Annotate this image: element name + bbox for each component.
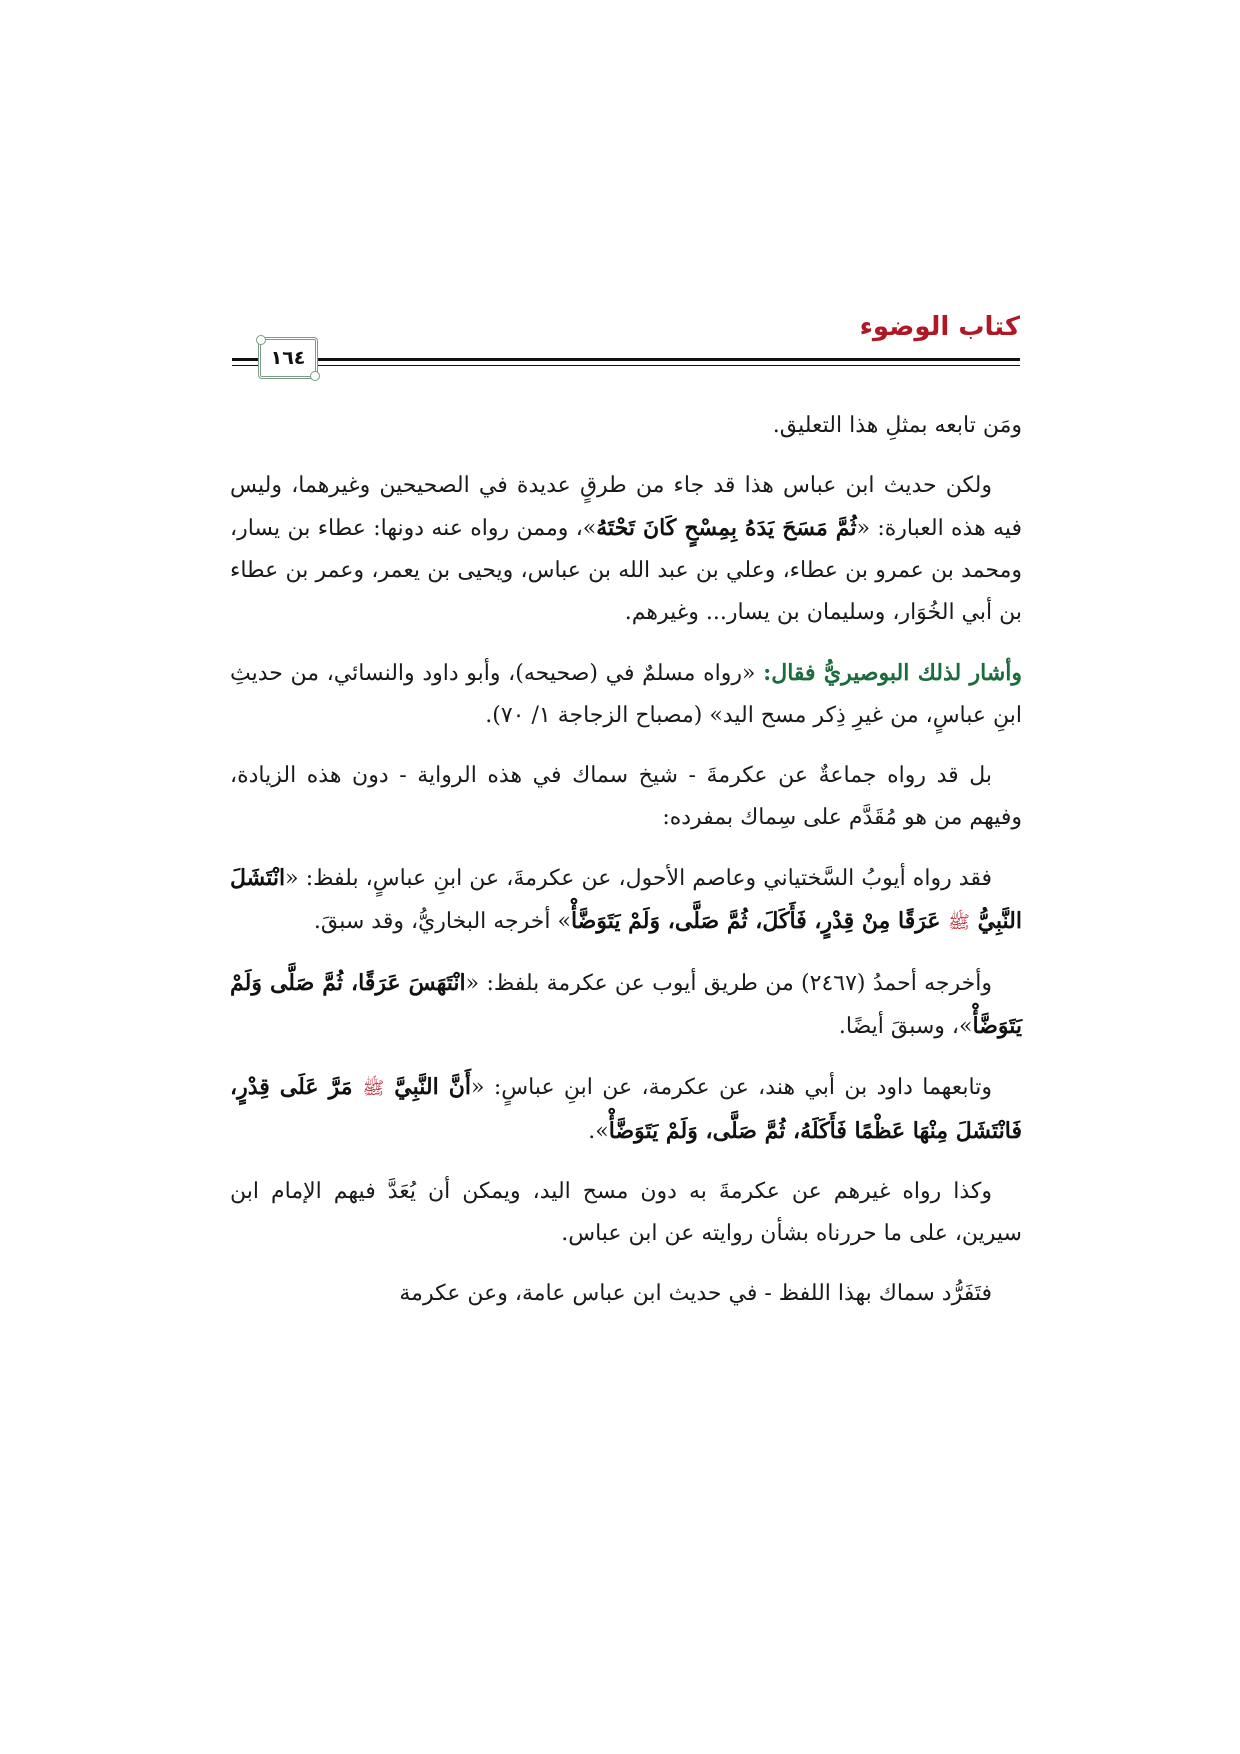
paragraph-7: [230, 1066, 1022, 1153]
paragraph-text: بل قد رواه جماعةٌ عن عكرمةَ - شيخ سماك في هذه الرواية - دون هذه الزيادة، وفيهم من هو مُقَدَّم على سِماك بمفرده:: [230, 763, 1022, 830]
hadith-quote: أَنَّ النَّبِيَّ: [384, 1074, 472, 1100]
paragraph-text: ولكن حديث ابن عباس هذا قد جاء من طرقٍ عديدة في الصحيحين وغيرهما، وليس فيه هذه العبارة: «: [230, 473, 1022, 541]
paragraph-9: [230, 1273, 1022, 1315]
page-number: ١٦٤: [270, 347, 306, 369]
paragraph-text: «رواه مسلمٌ في (صحيحه)، وأبو داود والنسائي، من حديثِ ابنِ عباسٍ، من غيرِ ذِكر مسح اليد» (مصباح الزجاجة ١/ ٧٠).: [230, 661, 1022, 728]
paragraph-text: »، وممن رواه عنه دونها: عطاء بن يسار، ومحمد بن عمرو بن عطاء، وعلي بن عبد الله بن عباس، ويحيى بن يعمر، وعمر بن عطاء بن أبي الخُوَار، وسليمان بن يسار... وغيرهم.: [230, 516, 1022, 625]
paragraph-text: وتابعهما داود بن أبي هند، عن عكرمة، عن ابنِ عباسٍ: «: [471, 1075, 992, 1100]
paragraph-5: [230, 857, 1022, 944]
hadith-quote: انْتَهَسَ عَرَقًا، ثُمَّ صَلَّى وَلَمْ يَتَوَضَّأْ: [230, 970, 1022, 1039]
paragraph-text: » أخرجه البخاريُّ، وقد سبقَ.: [313, 909, 571, 934]
paragraph-text: »، وسبقَ أيضًا.: [838, 1014, 973, 1039]
paragraph-8: [230, 1171, 1022, 1255]
salutation-glyph: ﷺ: [948, 912, 970, 933]
paragraph-text: ».: [588, 1119, 609, 1144]
header-rule-thick: [232, 358, 1020, 361]
paragraph-4: [230, 755, 1022, 839]
paragraph-1: [230, 405, 1022, 447]
salutation-glyph: ﷺ: [362, 1078, 385, 1099]
page-number-badge: [258, 337, 318, 379]
paragraph-text: فتَفَرُّد سماك بهذا اللفظ - في حديث ابن عباس عامة، وعن عكرمة: [399, 1281, 992, 1306]
hadith-quote: انْتَشَلَ النَّبِيُّ: [230, 865, 1022, 934]
paragraph-3: [230, 652, 1022, 737]
paragraph-2: [230, 465, 1022, 634]
paragraph-text: ومَن تابعه بمثلِ هذا التعليق.: [772, 413, 1022, 438]
paragraph-text: وكذا رواه غيرهم عن عكرمةَ به دون مسح اليد، ويمكن أن يُعَدَّ فيهم الإمام ابن سيرين، على ما حررناه بشأن روايته عن ابن عباس.: [230, 1179, 1022, 1246]
paragraph-6: [230, 962, 1022, 1048]
header-rule-thin: [232, 365, 1020, 366]
body-text: [230, 405, 1022, 1333]
hadith-quote: مَرَّ عَلَى قِدْرٍ، فَانْتَشَلَ مِنْهَا عَظْمًا فَأَكَلَهُ، ثُمَّ صَلَّى، وَلَمْ يَتَوَضَّأْ: [230, 1074, 1022, 1144]
book-title: كتاب الوضوء: [859, 312, 1020, 342]
green-heading-phrase: وأشار لذلك البوصيريُّ فقال:: [763, 660, 1023, 686]
paragraph-text: وأخرجه أحمدُ (٢٤٦٧) من طريق أيوب عن عكرمة بلفظ: «: [465, 971, 993, 996]
hadith-quote: عَرَقًا مِنْ قِدْرٍ، فَأَكَلَ، ثُمَّ صَلَّى، وَلَمْ يَتَوَضَّأْ: [570, 908, 949, 934]
page-header: [232, 310, 1020, 390]
paragraph-text: فقد رواه أيوبُ السَّختياني وعاصم الأحول، عن عكرمةَ، عن ابنِ عباسٍ، بلفظ: «: [285, 866, 992, 891]
hadith-quote: ثُمَّ مَسَحَ يَدَهُ بِمِسْحٍ كَانَ تَحْتَهُ: [596, 515, 857, 541]
